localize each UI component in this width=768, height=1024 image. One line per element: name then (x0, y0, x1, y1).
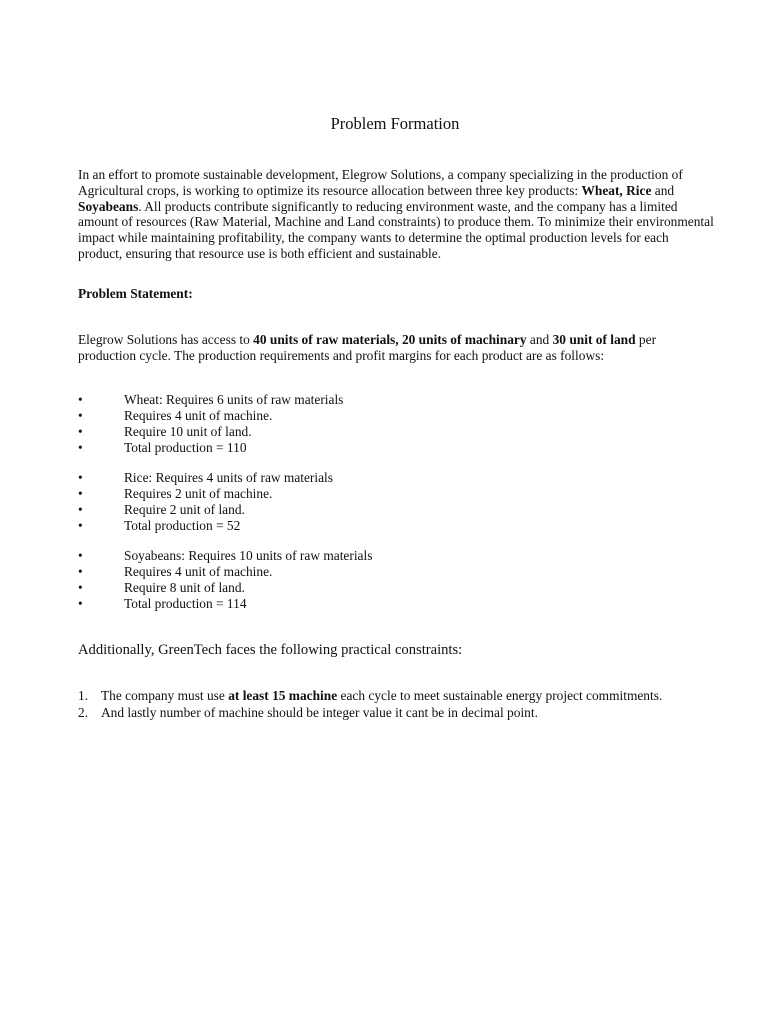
bullet-icon: • (78, 548, 83, 563)
intro-text-2: and (651, 182, 675, 198)
list-item (78, 392, 678, 408)
constraint-bold: at least 15 machine (228, 688, 338, 703)
access-text-2: and (526, 332, 553, 347)
list-item (78, 596, 678, 612)
bullet-icon: • (78, 564, 83, 579)
list-item (78, 424, 678, 440)
intro-text-3: . All products contribute significantly to reducing environment waste, and the company has a limited amount of resources (Raw Material, Machine and Land constraints) to produce them. To minimize their environmental impact while maintaining profitability, the company wants to determine the optimal production levels for each product, ensuring that resource use is both efficient and sustainable. (78, 198, 714, 261)
intro-bold-2: Soyabeans (78, 198, 139, 214)
list-item-text: Soyabeans: Requires 10 units of raw materials (124, 548, 373, 563)
list-item-text: Total production = 114 (124, 596, 247, 611)
list-item-text: Requires 2 unit of machine. (124, 486, 273, 501)
bullet-icon: • (78, 580, 83, 595)
list-item-text: Require 8 unit of land. (124, 580, 245, 595)
bullet-icon: • (78, 440, 83, 455)
list-item-text: Requires 4 unit of machine. (124, 408, 273, 423)
bullet-icon: • (78, 518, 83, 533)
list-item-text: Requires 4 unit of machine. (124, 564, 273, 579)
list-item (78, 548, 678, 564)
list-item (78, 408, 678, 424)
access-paragraph (78, 332, 714, 364)
bullet-icon: • (78, 596, 83, 611)
constraint-text-1: The company must use (101, 688, 229, 703)
access-text-3: per production cycle. The production requirements and profit margins for each product are as follows: (78, 332, 657, 363)
additional-constraints-heading: Additionally, GreenTech faces the following practical constraints: (78, 642, 463, 658)
wheat-requirements-list (78, 392, 678, 456)
list-item-text: Require 2 unit of land. (124, 502, 245, 517)
bullet-icon: • (78, 392, 83, 407)
list-item (78, 687, 738, 704)
list-number: 2. (78, 705, 89, 720)
rice-requirements-list (78, 470, 678, 534)
list-item (78, 704, 738, 721)
list-item (78, 564, 678, 580)
constraints-list (78, 687, 738, 721)
list-item (78, 486, 678, 502)
intro-bold-1: Wheat, Rice (581, 182, 652, 198)
soyabeans-requirements-list (78, 548, 678, 612)
bullet-icon: • (78, 486, 83, 501)
bullet-icon: • (78, 502, 83, 517)
constraint-text-1: And lastly number of machine should be integer value it cant be in decimal point. (101, 705, 538, 720)
list-number: 1. (78, 688, 89, 703)
list-item (78, 580, 678, 596)
list-item-text: Total production = 110 (124, 440, 247, 455)
access-text-1: Elegrow Solutions has access to (78, 332, 254, 347)
list-item (78, 470, 678, 486)
list-item-text (101, 687, 662, 704)
access-bold-2: 30 unit of land (552, 332, 636, 347)
constraint-text-2: each cycle to meet sustainable energy project commitments. (337, 688, 663, 703)
bullet-icon: • (78, 408, 83, 423)
intro-text-1: In an effort to promote sustainable development, Elegrow Solutions, a company specializing in the production of Agricultural crops, is working to optimize its resource allocation between three key products: (78, 167, 683, 198)
access-bold-1: 40 units of raw materials, 20 units of machinary (253, 332, 527, 347)
page-title: Problem Formation (330, 114, 460, 133)
list-item-text (101, 704, 538, 721)
list-item-text: Require 10 unit of land. (124, 424, 252, 439)
list-item-text: Rice: Requires 4 units of raw materials (124, 470, 333, 485)
list-item (78, 502, 678, 518)
bullet-icon: • (78, 470, 83, 485)
list-item-text: Wheat: Requires 6 units of raw materials (124, 392, 344, 407)
list-item-text: Total production = 52 (124, 518, 241, 533)
list-item (78, 440, 678, 456)
list-item (78, 518, 678, 534)
intro-paragraph (78, 167, 714, 262)
problem-statement-heading: Problem Statement: (78, 286, 193, 301)
bullet-icon: • (78, 424, 83, 439)
